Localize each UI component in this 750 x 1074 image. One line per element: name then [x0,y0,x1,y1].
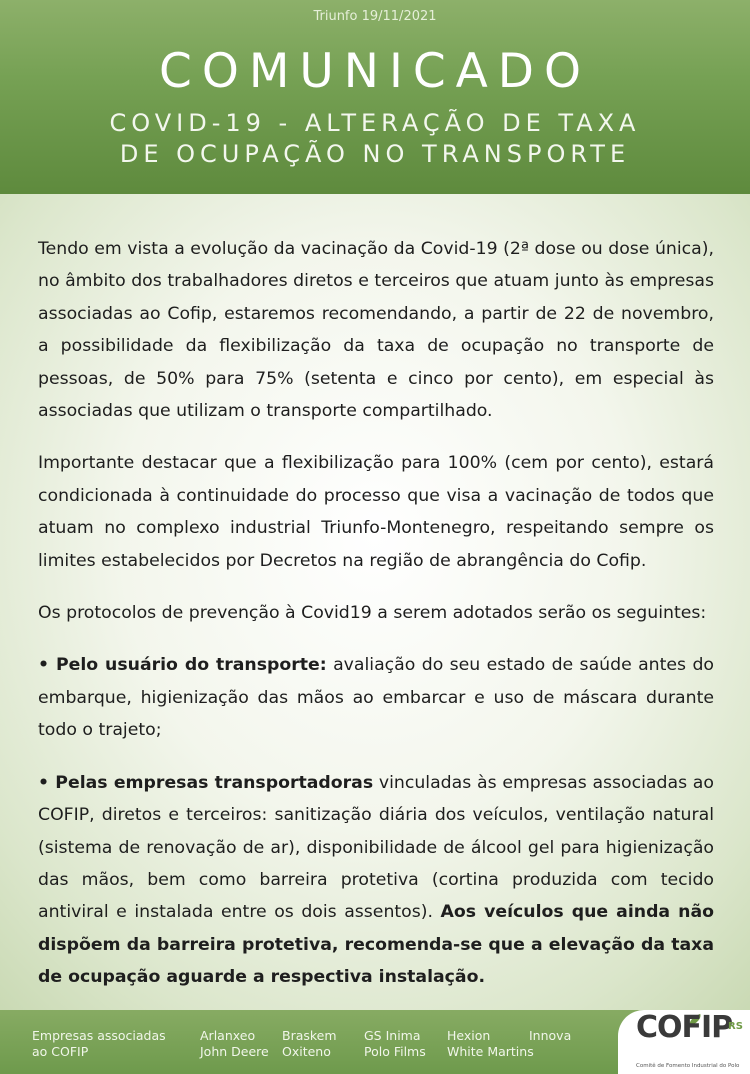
company-name: White Martins [447,1044,534,1059]
company-name: Polo Films [364,1044,426,1059]
paragraph-2: Importante destacar que a flexibilização para 100% (cem por cento), estará condicionada à continuidade do processo que visa a vacinação de todos que atuam no complexo industrial Triunfo-Montenegro, respeitando sempre os limites estabelecidos por Decretos na região de abrangência do Cofip. [38,453,714,571]
logo-suffix: RS [728,1021,743,1032]
company-name: Hexion [447,1028,491,1043]
announcement-body [38,233,714,1014]
company-name: Braskem [282,1028,337,1043]
paragraph-1: Tendo em vista a evolução da vacinação da Covid-19 (2ª dose ou dose única), no âmbito dos trabalhadores diretos e terceiros que atuam junto às empresas associadas ao Cofip, estaremos recomendando, a partir de 22 de novembro, a possibilidade da flexibilização da taxa de ocupação no transporte de pessoas, de 50% para 75% (setenta e cinco por cento), em especial às associadas que utilizam o transporte compartilhado. [38,239,714,422]
logo-tagline: Comitê de Fomento Industrial do Polo [636,1063,740,1069]
associated-label-line-1: Empresas associadas [32,1028,166,1043]
company-name: Oxiteno [282,1044,331,1059]
bullet-carrier-heading: • Pelas empresas transportadoras [38,772,374,793]
page-subtitle [0,108,750,170]
bullet-user-heading: • Pelo usuário do transporte: [38,655,327,676]
header-banner [0,0,750,194]
logo-wordmark: COFIP [636,1010,733,1045]
paragraph-3: Os protocolos de prevenção à Covid19 a serem adotados serão os seguintes: [38,603,707,624]
subtitle-line-2: DE OCUPAÇÃO NO TRANSPORTE [119,140,631,168]
associated-companies-label [32,1028,182,1060]
company-name: Arlanxeo [200,1028,256,1043]
company-name: Innova [529,1028,572,1043]
bullet-carrier-text: vinculadas às empresas associadas ao COFIP, diretos e terceiros: sanitização diária dos veículos, ventilação natural (sistema de renovação de ar), disponibilidade de álcool gel para higienização das mãos, bem como barreira protetiva (cortina produzida com tecido antiviral e instalada entre os dois assentos). [38,772,714,923]
associated-label-line-2: ao COFIP [32,1044,89,1059]
company-name: John Deere [200,1044,269,1059]
bullet-carrier-protocol [38,767,714,994]
bullet-carrier-recommendation: Aos veículos que ainda não dispõem da barreira protetiva, recomenda-se que a elevação da taxa de ocupação aguarde a respectiva instalação. [38,902,714,988]
subtitle-line-1: COVID-19 - ALTERAÇÃO DE TAXA [109,109,641,137]
bullet-user-text: avaliação do seu estado de saúde antes do embarque, higienização das mãos ao embarcar e uso de máscara durante todo o trajeto; [38,655,714,741]
footer [0,1010,750,1074]
company-name: GS Inima [364,1028,421,1043]
cofip-logo [618,1010,750,1074]
bullet-user-protocol [38,649,714,746]
date-line: Triunfo 19/11/2021 [313,9,437,24]
page-title: COMUNICADO [159,44,591,99]
